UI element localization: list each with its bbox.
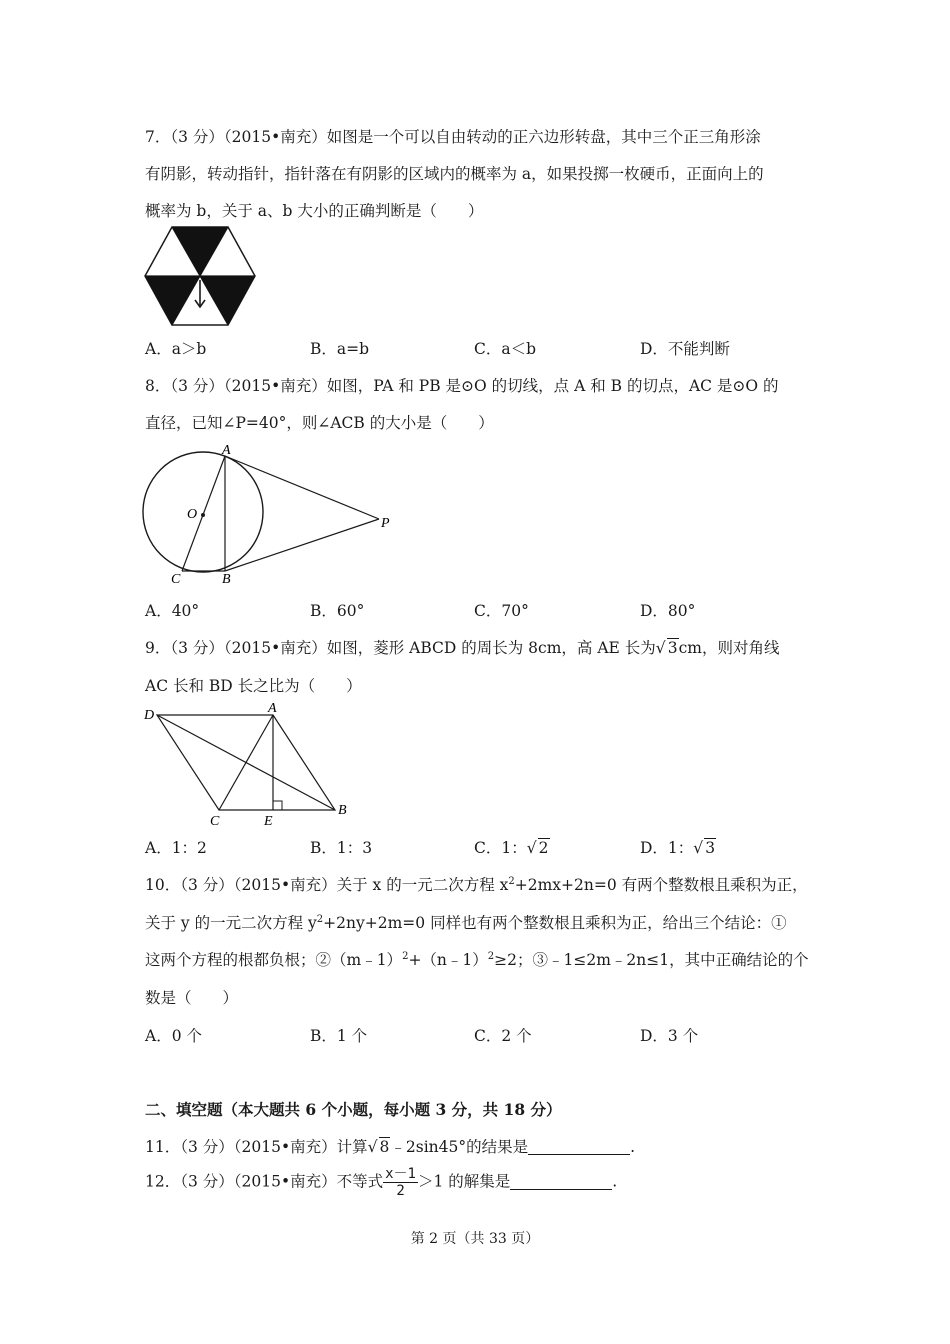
q9-line1-end: cm，则对角线 <box>678 639 780 657</box>
q9-radicand: 3 <box>667 639 678 657</box>
q10-option-b: B．1 个 <box>310 1027 368 1045</box>
q9-option-b: B．1：3 <box>310 839 373 857</box>
q10-line3-part: +（n﹣1） <box>408 951 488 969</box>
q10-line2-part: +2ny+2m=0 同样也有两个整数根且乘积为正，给出三个结论：① <box>323 914 787 932</box>
tangent-pa <box>225 456 379 519</box>
diagonal-bd <box>157 715 335 810</box>
q8-line2: 直径，已知∠P=40°，则∠ACB 的大小是（ ） <box>145 414 494 432</box>
q9-option-c <box>474 836 550 858</box>
fraction-numerator: x－1 <box>385 1166 416 1182</box>
q10-line4: 数是（ ） <box>145 989 239 1007</box>
q7-line3: 概率为 b，关于 a、b 大小的正确判断是（ ） <box>145 202 484 220</box>
answer-blank <box>510 1174 612 1190</box>
exponent: 2 <box>508 876 515 887</box>
q11-text-post: ﹣2sin45°的结果是 <box>390 1138 529 1156</box>
q8-line1: 8．（3 分）（2015•南充）如图，PA 和 PB 是⊙O 的切线，点 A 和 B 的切点，AC 是⊙O 的 <box>145 377 779 395</box>
rhombus-figure <box>140 700 355 830</box>
hexagon-spinner-figure <box>143 226 257 328</box>
q10-line2 <box>145 911 787 933</box>
section-title: 二、填空题（本大题共 6 个小题，每小题 3 分，共 18 分） <box>145 1100 562 1119</box>
q8-option-a: A．40° <box>145 602 200 620</box>
sqrt-sign: √ <box>526 839 537 857</box>
circle-o <box>143 452 263 572</box>
label-p: P <box>381 516 390 531</box>
exponent: 2 <box>487 951 495 962</box>
fraction <box>383 1166 418 1199</box>
q7-line2: 有阴影，转动指针，指针落在有阴影的区域内的概率为 a，如果投掷一枚硬币，正面向上的 <box>145 165 764 183</box>
label-b: B <box>222 572 231 587</box>
q9-option-c-text: C．1： <box>474 839 527 857</box>
q7-option-c: C．a＜b <box>474 340 537 358</box>
q12-line <box>145 1166 617 1199</box>
q10-line1 <box>145 873 808 895</box>
q10-line1-part: +2mx+2n=0 有两个整数根且乘积为正， <box>514 876 808 894</box>
q11-line <box>145 1135 635 1157</box>
label-e: E <box>264 814 273 829</box>
q9-option-c-radicand: 2 <box>538 839 549 857</box>
q10-option-d: D．3 个 <box>640 1027 699 1045</box>
answer-blank <box>528 1139 630 1155</box>
q9-line1 <box>145 636 779 658</box>
right-angle-mark <box>273 801 282 810</box>
sqrt-sign: √ <box>655 639 666 657</box>
tangent-pb <box>225 519 379 571</box>
q9-option-d-radicand: 3 <box>705 839 716 857</box>
q10-line3 <box>145 948 809 970</box>
q10-line1-part: 10．（3 分）（2015•南充）关于 x 的一元二次方程 x <box>145 876 509 894</box>
exponent: 2 <box>316 914 324 925</box>
q9-line1-text: 9．（3 分）（2015•南充）如图，菱形 ABCD 的周长为 8cm，高 AE 长为 <box>145 639 656 657</box>
page-footer: 第 2 页（共 33 页） <box>410 1231 540 1247</box>
q10-option-a: A．0 个 <box>145 1027 202 1045</box>
q11-text: 11．（3 分）（2015•南充）计算 <box>145 1138 368 1156</box>
q7-option-d: D．不能判断 <box>640 340 730 358</box>
q9-option-d-text: D．1： <box>640 839 694 857</box>
label-b: B <box>338 803 347 818</box>
q10-line3-part: 这两个方程的根都负根；②（m﹣1） <box>145 951 403 969</box>
q9-line2: AC 长和 BD 长之比为（ ） <box>145 677 362 695</box>
q12-text-post: ＞1 的解集是 <box>417 1172 511 1191</box>
q11-radicand: 8 <box>379 1138 390 1156</box>
q9-option-d <box>640 836 716 858</box>
label-a: A <box>268 701 277 716</box>
q10-line3-part: ≥2；③﹣1≤2m﹣2n≤1，其中正确结论的个 <box>494 951 809 969</box>
circle-tangent-figure <box>138 440 400 590</box>
q10-line2-part: 关于 y 的一元二次方程 y <box>145 914 317 932</box>
sqrt-sign: √ <box>693 839 704 857</box>
sqrt-sign: √ <box>367 1138 378 1156</box>
q11-end: . <box>630 1138 636 1156</box>
q7-option-b: B．a=b <box>310 340 370 358</box>
q12-text: 12．（3 分）（2015•南充）不等式 <box>145 1172 384 1191</box>
q8-option-b: B．60° <box>310 602 365 620</box>
q8-option-c: C．70° <box>474 602 529 620</box>
q10-option-c: C．2 个 <box>474 1027 532 1045</box>
label-d: D <box>144 708 155 723</box>
q8-option-d: D．80° <box>640 602 696 620</box>
label-c: C <box>171 572 181 587</box>
label-c: C <box>210 814 220 829</box>
fraction-denominator: 2 <box>396 1183 405 1199</box>
q7-line1: 7．（3 分）（2015•南充）如图是一个可以自由转动的正六边形转盘，其中三个正三角形涂 <box>145 128 761 146</box>
q7-option-a: A．a＞b <box>145 340 207 358</box>
exponent: 2 <box>402 951 409 962</box>
q12-end: . <box>612 1172 618 1191</box>
q9-option-a: A．1：2 <box>145 839 207 857</box>
center-point-o <box>201 513 205 517</box>
label-o: O <box>187 507 198 522</box>
label-a: A <box>222 443 231 458</box>
